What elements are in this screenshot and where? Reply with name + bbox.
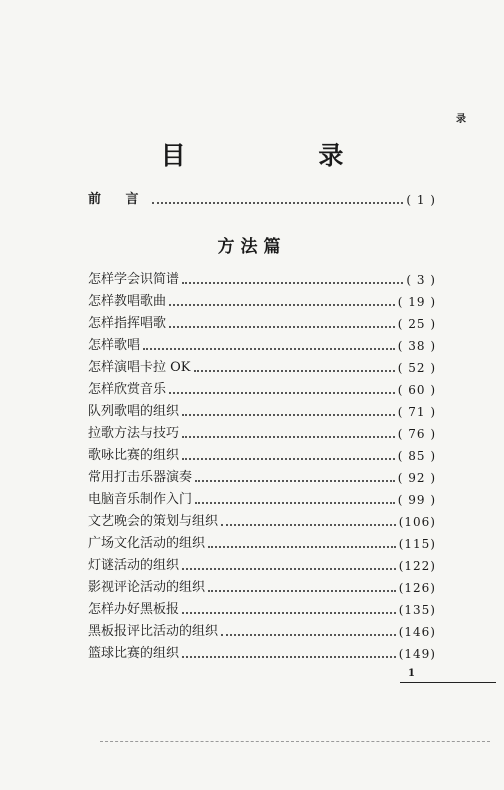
dot-leader [143,348,395,350]
toc-entry-label: 篮球比赛的组织 [88,646,180,661]
toc-row[interactable] [88,378,436,398]
toc-row[interactable] [88,510,436,530]
toc-page-number: ( 60 ) [397,383,436,397]
toc-entry-label: 电脑音乐制作入门 [88,492,193,507]
toc-page-number: ( 25 ) [397,317,436,331]
toc-entry-label: 灯谜活动的组织 [88,558,180,573]
dot-leader [182,656,396,658]
dot-leader [194,370,395,372]
dot-leader [169,392,395,394]
dot-leader [208,546,396,548]
toc-row[interactable] [88,554,436,574]
toc-entry-label: 前 言 [88,192,149,207]
toc-page-number: (115) [398,537,436,551]
toc-row[interactable] [88,466,436,486]
toc-entry-label: 歌咏比赛的组织 [88,448,180,463]
dot-leader [182,414,395,416]
toc-page-number: ( 76 ) [397,427,436,441]
toc-page-number: (135) [398,603,436,617]
dot-leader [152,202,404,204]
dot-leader [221,634,396,636]
toc-page-number: ( 99 ) [397,493,436,507]
toc-entry-label: 拉歌方法与技巧 [88,426,180,441]
toc-page-number: ( 71 ) [397,405,436,419]
scan-artifact-line [100,741,490,742]
footer-rule [400,682,496,683]
toc-row-preface[interactable] [88,188,436,208]
dot-leader [195,502,395,504]
toc-entry-label: 怎样欣赏音乐 [88,382,167,397]
toc-row[interactable] [88,488,436,508]
toc-row[interactable] [88,576,436,596]
toc-row[interactable] [88,268,436,288]
toc-page-number: (146) [398,625,436,639]
toc-entry-label: 广场文化活动的组织 [88,536,206,551]
dot-leader [195,480,395,482]
toc-entry-label: 怎样学会识简谱 [88,272,180,287]
dot-leader [182,568,396,570]
dot-leader [169,304,395,306]
toc-page-number: ( 85 ) [397,449,436,463]
toc-entry-label: 怎样歌唱 [88,338,141,353]
running-header-mark: 录 [456,114,466,125]
toc-row[interactable] [88,290,436,310]
toc-row[interactable] [88,620,436,640]
toc-row[interactable] [88,356,436,376]
toc-row[interactable] [88,334,436,354]
toc-entry-label: 怎样指挥唱歌 [88,316,167,331]
dot-leader [182,282,403,284]
toc-page-number: ( 38 ) [397,339,436,353]
toc-entry-label: 队列歌唱的组织 [88,404,180,419]
toc-row[interactable] [88,422,436,442]
dot-leader [182,458,395,460]
toc-page-number: (122) [398,559,436,573]
toc-page-number: ( 92 ) [397,471,436,485]
toc-page-number: ( 3 ) [406,273,436,287]
toc-entry-label: 怎样演唱卡拉 OK [88,360,191,375]
toc-entry-label: 黑板报评比活动的组织 [88,624,219,639]
toc-row[interactable] [88,312,436,332]
toc-row[interactable] [88,642,436,662]
toc-entry-label: 怎样教唱歌曲 [88,294,167,309]
toc-entry-label: 影视评论活动的组织 [88,580,206,595]
toc-page-number: (106) [398,515,436,529]
toc-entry-label: 文艺晚会的策划与组织 [88,514,219,529]
toc-entry-label: 怎样办好黑板报 [88,602,180,617]
dot-leader [182,612,396,614]
toc-page-number: ( 19 ) [397,295,436,309]
toc-row[interactable] [88,598,436,618]
dot-leader [169,326,395,328]
footer-page-number: 1 [408,668,415,679]
toc-row[interactable] [88,400,436,420]
toc-entry-label: 常用打击乐器演奏 [88,470,193,485]
dot-leader [182,436,395,438]
section-heading: 方法篇 [217,237,287,257]
page-title: 目 录 [160,141,406,170]
dot-leader [208,590,396,592]
dot-leader [221,524,396,526]
toc-page-number: (149) [398,647,436,661]
toc-row[interactable] [88,444,436,464]
toc-page-number: ( 52 ) [397,361,436,375]
toc-page-number: (126) [398,581,436,595]
toc-row[interactable] [88,532,436,552]
toc-page-number: ( 1 ) [406,193,436,207]
